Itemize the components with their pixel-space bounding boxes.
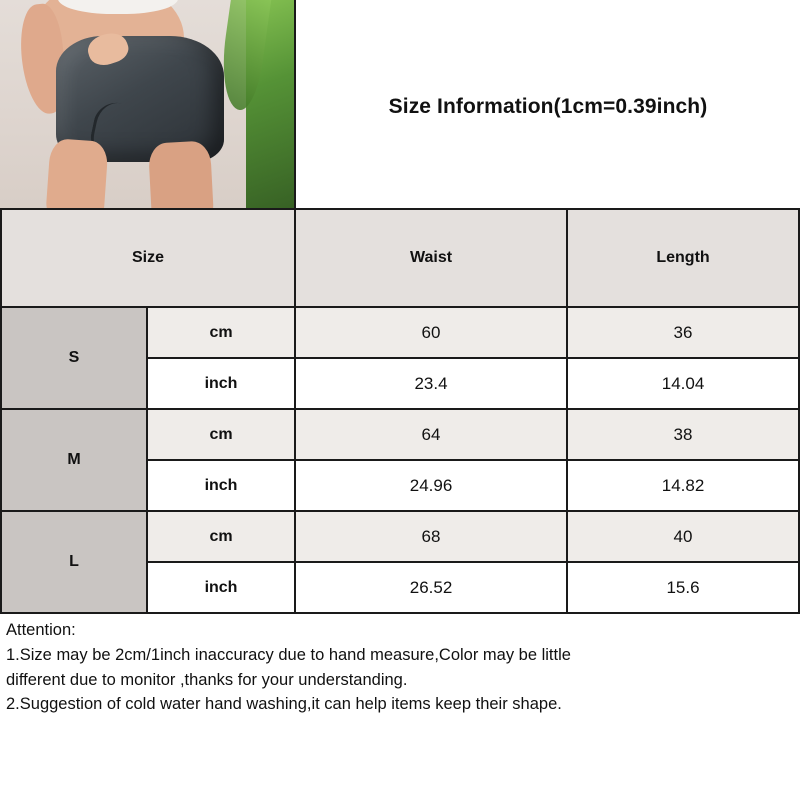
page-title: Size Information(1cm=0.39inch) — [388, 95, 708, 118]
column-header-waist: Waist — [295, 209, 567, 307]
table-row — [1, 409, 799, 460]
waist-value: 68 — [295, 511, 567, 562]
size-label-l: L — [1, 511, 147, 613]
column-header-length: Length — [567, 209, 799, 307]
product-photo — [0, 0, 296, 208]
size-table — [0, 208, 800, 614]
waist-value: 23.4 — [295, 358, 567, 409]
waist-value: 60 — [295, 307, 567, 358]
title-cell — [296, 0, 800, 208]
table-row — [1, 307, 799, 358]
attention-line-1: 1.Size may be 2cm/1inch inaccuracy due to hand measure,Color may be little — [6, 645, 571, 664]
size-label-m: M — [1, 409, 147, 511]
attention-heading: Attention: — [6, 621, 76, 639]
model-leg-right — [148, 140, 214, 208]
unit-cell: cm — [147, 511, 295, 562]
header-block — [0, 0, 800, 208]
length-value: 40 — [567, 511, 799, 562]
attention-line-3: 2.Suggestion of cold water hand washing,it can help items keep their shape. — [6, 695, 562, 714]
unit-cell: inch — [147, 358, 295, 409]
length-value: 14.82 — [567, 460, 799, 511]
length-value: 15.6 — [567, 562, 799, 613]
length-value: 14.04 — [567, 358, 799, 409]
unit-cell: inch — [147, 562, 295, 613]
length-value: 36 — [567, 307, 799, 358]
unit-cell: inch — [147, 460, 295, 511]
attention-line-2: different due to monitor ,thanks for your understanding. — [6, 670, 408, 689]
length-value: 38 — [567, 409, 799, 460]
model-leg-left — [45, 138, 108, 208]
table-header-row — [1, 209, 799, 307]
attention-section — [0, 614, 800, 727]
unit-cell: cm — [147, 409, 295, 460]
column-header-size: Size — [1, 209, 295, 307]
size-label-s: S — [1, 307, 147, 409]
waist-value: 26.52 — [295, 562, 567, 613]
footer-space — [0, 727, 800, 785]
waist-value: 64 — [295, 409, 567, 460]
unit-cell: cm — [147, 307, 295, 358]
waist-value: 24.96 — [295, 460, 567, 511]
table-row — [1, 511, 799, 562]
